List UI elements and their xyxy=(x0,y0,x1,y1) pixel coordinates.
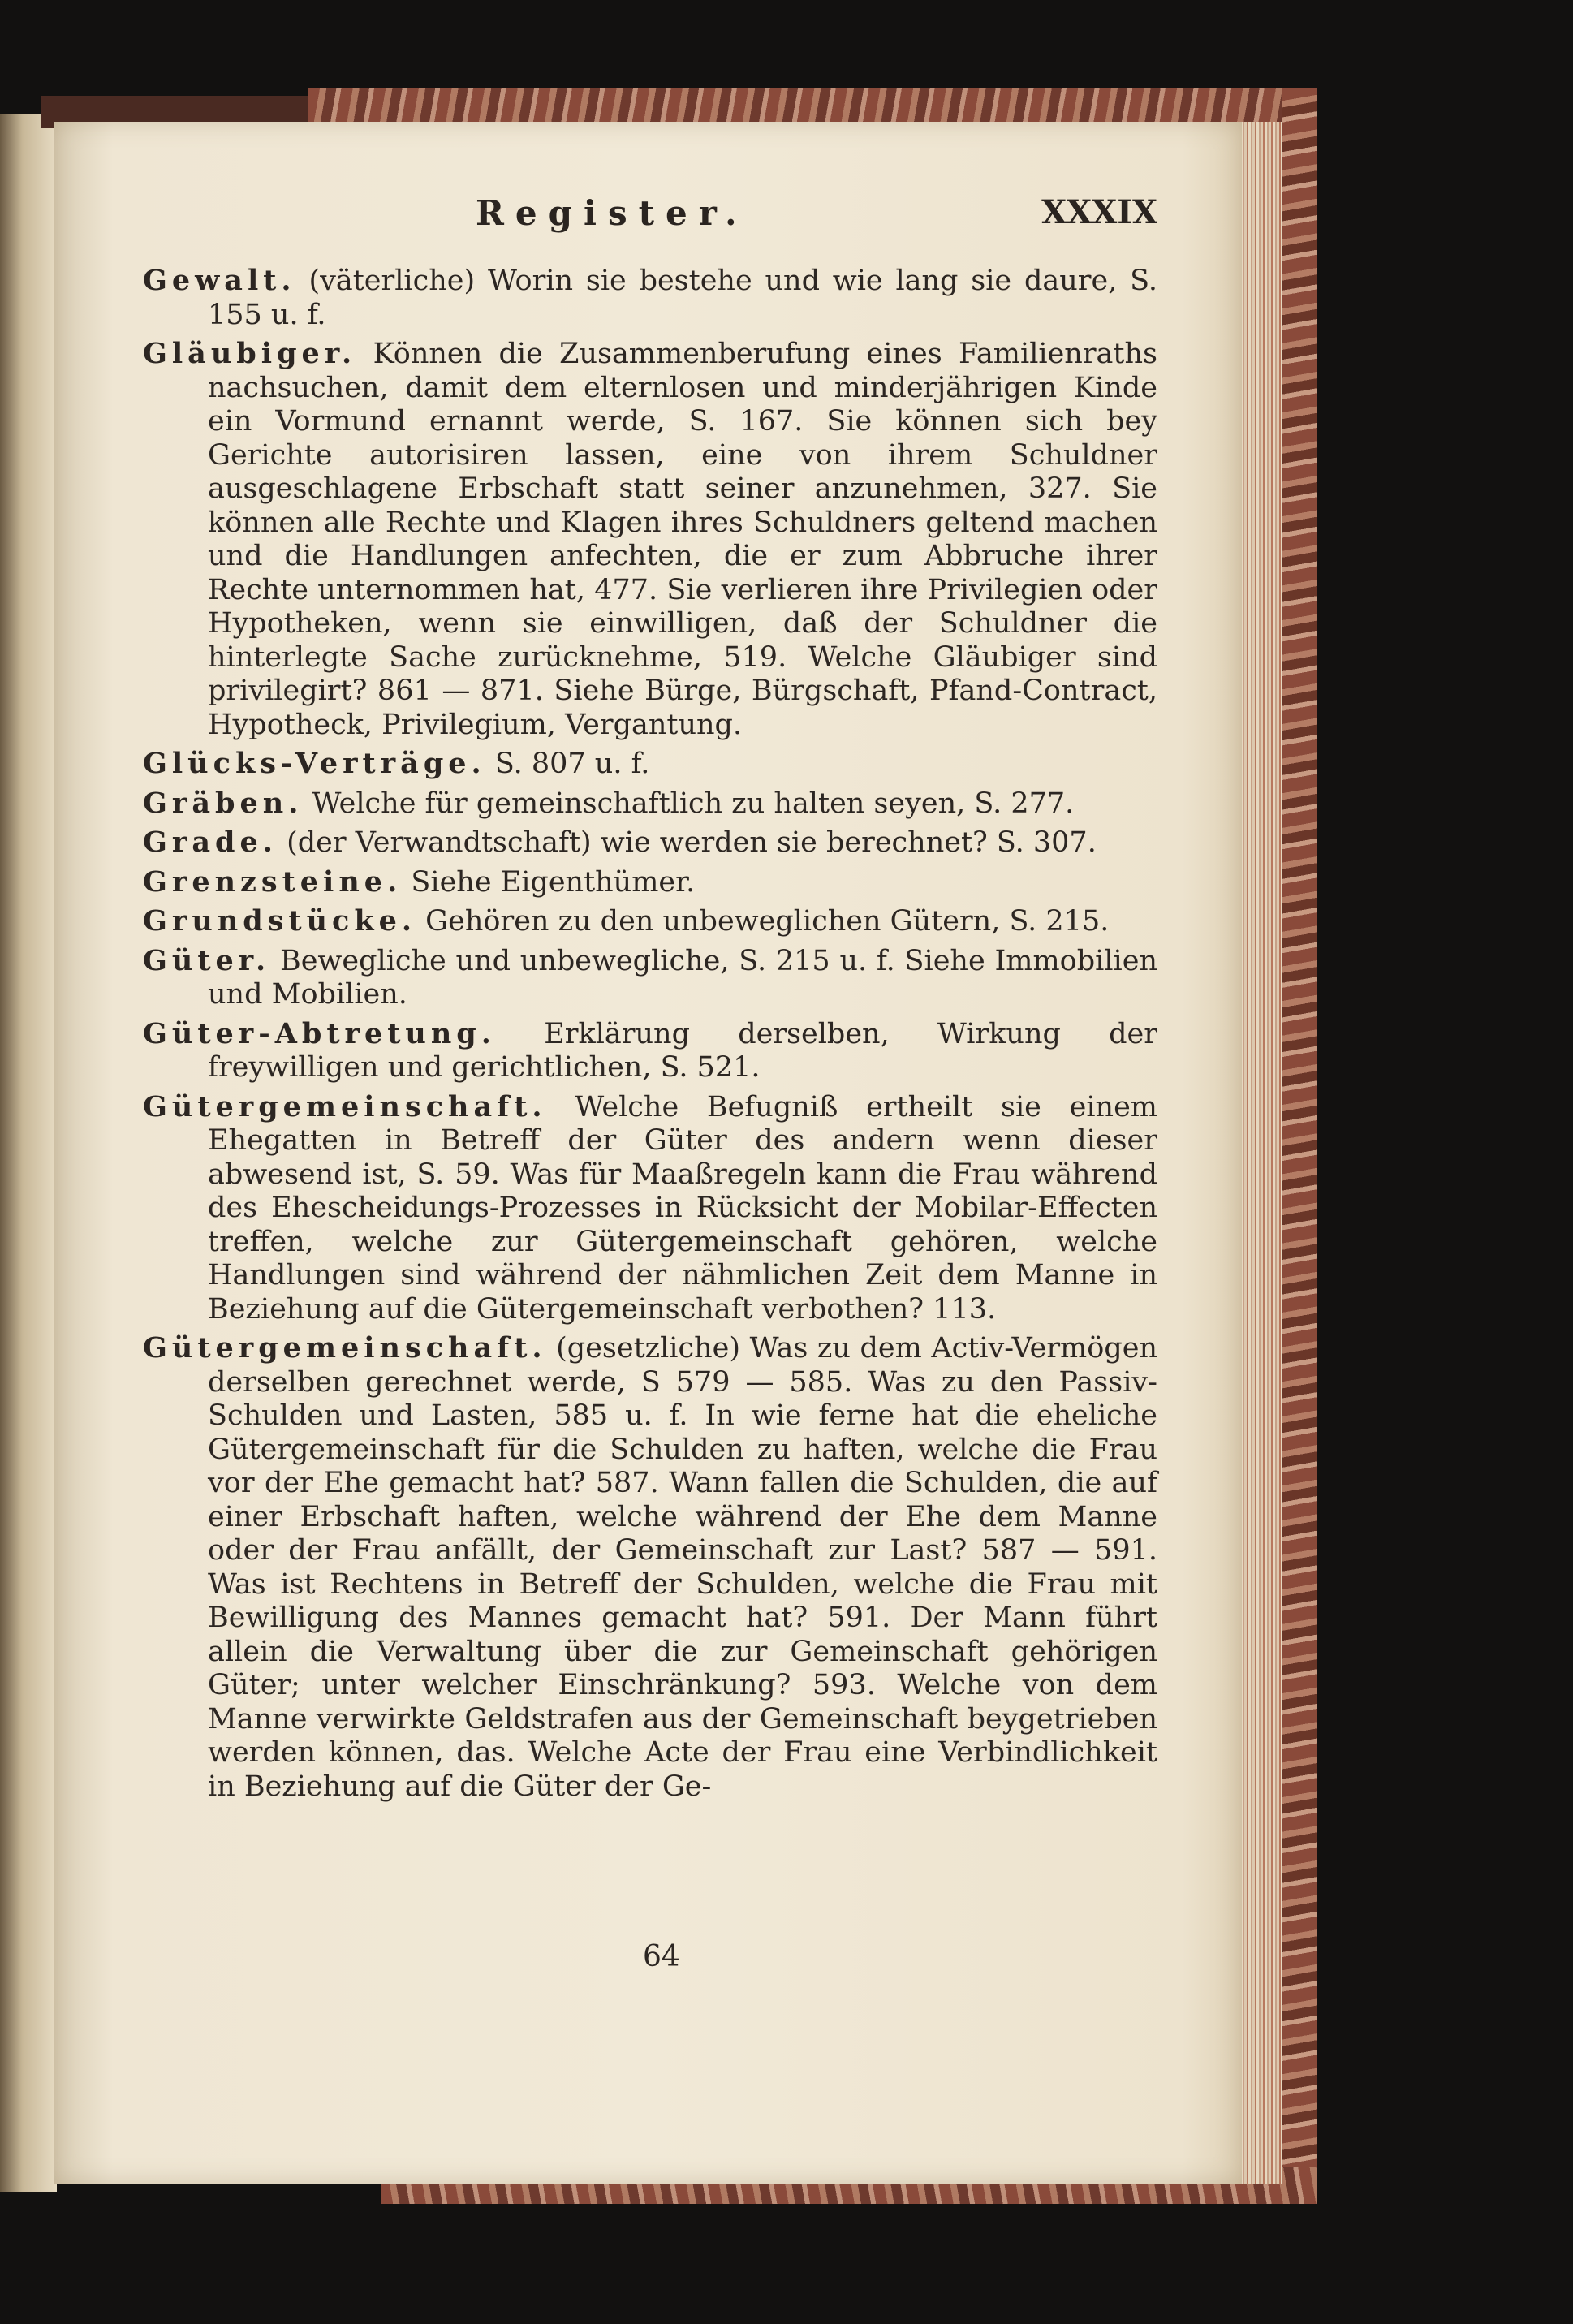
left-page-edge xyxy=(0,114,57,2192)
entry-keyword: Glücks-Verträge. xyxy=(143,747,486,780)
entry-text: Welche für gemeinschaftlich zu halten seyen, S. 277. xyxy=(312,787,1075,820)
register-entry xyxy=(143,787,1157,821)
entry-text: Bewegliche und unbewegliche, S. 215 u. f. Siehe Immobilien und Mobilien. xyxy=(208,944,1157,1011)
register-entry xyxy=(143,944,1157,1012)
entry-keyword: Gräben. xyxy=(143,786,304,820)
register-entry xyxy=(143,826,1157,860)
entry-keyword: Grundstücke. xyxy=(143,904,417,938)
entry-keyword: Gütergemeinschaft. xyxy=(143,1331,547,1365)
entry-text: S. 807 u. f. xyxy=(494,748,650,780)
entry-text: (väterliche) Worin sie bestehe und wie lang sie daure, S. 155 u. f. xyxy=(208,265,1157,331)
entry-text: (der Verwandtschaft) wie werden sie berechnet? S. 307. xyxy=(287,826,1097,859)
register-entry xyxy=(143,264,1157,332)
entry-text: Können die Zusammenberufung eines Familienraths nachsuchen, damit dem elternlosen und minderjährigen Kinde ein Vormund ernannt werde, S. 167. Sie können sich bey Gerichte autorisiren lassen, eine von ihrem Schuldner ausgeschlagene Erbschaft statt seiner anzunehmen, 327. Sie können alle Rechte und Klagen ihres Schuldners geltend machen und die Handlungen anfechten, die er zum Abbruche ihrer Rechte unternommen hat, 477. Sie verlieren ihre Privilegien oder Hypotheken, wenn sie einwilligen, daß der Schuldner die hinterlegte Sache zurücknehme, 519. Welche Gläubiger sind privilegirt? 861 — 871. Siehe Bürge, Bürgschaft, Pfand-Contract, Hypotheck, Privilegium, Vergantung. xyxy=(208,338,1157,741)
entry-keyword: Gläubiger. xyxy=(143,337,357,370)
register-text xyxy=(143,264,1157,1809)
entry-text: Siehe Eigenthümer. xyxy=(411,865,696,899)
entry-keyword: Grade. xyxy=(143,826,278,859)
page-header xyxy=(476,193,1157,242)
register-entry xyxy=(143,865,1157,900)
folio-number: 64 xyxy=(643,1940,680,1973)
book-cover-right xyxy=(1282,88,1317,2198)
entry-text: (gesetzliche) Was zu dem Activ-Vermögen derselben gerechnet werde, S 579 — 585. Was zu den Passiv-Schulden und Lasten, 585 u. f. In wie ferne hat die eheliche Gütergemeinschaft für die Schulden zu haften, welche die Frau vor der Ehe gemacht hat? 587. Wann fallen die Schulden, die auf einer Erbschaft haften, welche während der Ehe dem Manne oder der Frau anfällt, der Gemeinschaft zur Last? 587 — 591. Was ist Rechtens in Betreff der Schulden, welche die Frau mit Bewilligung des Mannes gemacht hat? 591. Der Mann führt allein die Verwaltung über die zur Gemeinschaft gehörigen Güter; unter welcher Einschränkung? 593. Welche von dem Manne verwirkte Geldstrafen aus der Gemeinschaft beygetrieben werden können, das. Welche Acte der Frau eine Verbindlichkeit in Beziehung auf die Güter der Ge- xyxy=(208,1332,1157,1803)
running-title: Register. xyxy=(476,193,748,233)
register-entry xyxy=(143,1331,1157,1804)
page-block-edge xyxy=(1240,122,1282,2184)
entry-text: Welche Befugniß ertheilt sie einem Ehegatten in Betreff der Güter des andern wenn dieser abwesend ist, S. 59. Was für Maaßregeln kann die Frau während des Ehescheidungs-Prozesses in Rücksicht der Mobilar-Effecten treffen, welche zur Gütergemeinschaft gehören, welche Handlungen sind während der nähmlichen Zeit dem Manne in Beziehung auf die Gütergemeinschaft verbothen? 113. xyxy=(208,1090,1157,1326)
entry-keyword: Güter. xyxy=(143,943,271,977)
entry-text: Gehören zu den unbeweglichen Gütern, S. 215. xyxy=(425,905,1110,938)
register-entry xyxy=(143,1090,1157,1327)
entry-keyword: Grenzsteine. xyxy=(143,864,403,899)
entry-keyword: Gütergemeinschaft. xyxy=(143,1089,547,1123)
register-entry xyxy=(143,904,1157,939)
book-page xyxy=(54,122,1242,2184)
entry-keyword: Gewalt. xyxy=(143,264,296,297)
register-entry xyxy=(143,747,1157,782)
entry-text: Erklärung derselben, Wirkung der freywilligen und gerichtlichen, S. 521. xyxy=(208,1017,1157,1084)
register-entry xyxy=(143,1017,1157,1085)
page-number-roman: XXXIX xyxy=(1041,193,1157,231)
register-entry xyxy=(143,337,1157,742)
entry-keyword: Güter-Abtretung. xyxy=(143,1016,496,1050)
